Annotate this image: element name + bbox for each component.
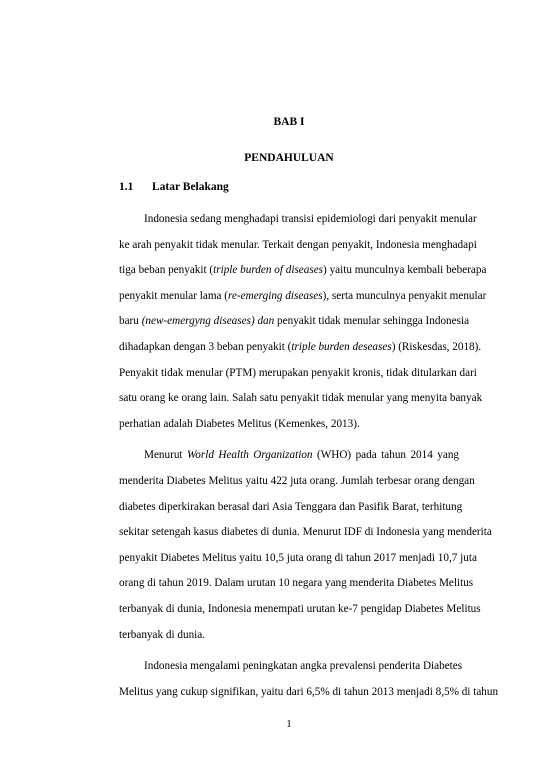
text-line: tiga beban penyakit (triple burden of diseases) yaitu munculnya kembali beberapa: [119, 264, 487, 277]
italic-term: triple burden deseases: [291, 340, 392, 353]
text-line: baru (new-emergyng diseases) dan penyakit tidak menular sehingga Indonesia: [119, 315, 470, 328]
text-line: orang di tahun 2019. Dalam urutan 10 negara yang menderita Diabetes Melitus: [119, 577, 474, 590]
text-line: penyakit Diabetes Melitus yaitu 10,5 juta orang di tahun 2017 menjadi 10,7 juta: [119, 551, 477, 564]
text-line: perhatian adalah Diabetes Melitus (Kemenkes, 2013).: [119, 417, 360, 430]
text-line: Indonesia sedang menghadapi transisi epidemiologi dari penyakit menular: [144, 213, 477, 225]
text-line: Menurut World Health Organization (WHO) pada tahun 2014 yang: [144, 449, 460, 462]
italic-term: re-emerging diseases: [228, 289, 323, 302]
page-number: 1: [286, 718, 292, 730]
text-line: dihadapkan dengan 3 beban penyakit (triple burden deseases) (Riskesdas, 2018).: [119, 340, 482, 353]
text-line: diabetes diperkirakan berasal dari Asia Tenggara dan Pasifik Barat, terhitung: [119, 500, 463, 513]
section-title: Latar Belakang: [152, 181, 229, 193]
text-line: Indonesia mengalami peningkatan angka prevalensi penderita Diabetes: [144, 660, 463, 673]
text-line: Melitus yang cukup signifikan, yaitu dari 6,5% di tahun 2013 menjadi 8,5% di tahun: [119, 685, 499, 698]
text-line: sekitar setengah kasus diabetes di dunia. Menurut IDF di Indonesia yang menderita: [119, 526, 492, 539]
text-line: ke arah penyakit tidak menular. Terkait dengan penyakit, Indonesia menghadapi: [119, 238, 477, 251]
paragraph-3: [119, 654, 499, 705]
text-line: terbanyak di dunia.: [119, 628, 206, 641]
text-line: Penyakit tidak menular (PTM) merupakan penyakit kronis, tidak ditularkan dari: [119, 366, 477, 379]
italic-term: (new-emergyng diseases) dan: [141, 315, 275, 328]
chapter-title: PENDAHULUAN: [244, 152, 334, 164]
section-number: 1.1: [119, 181, 134, 193]
section-heading: [119, 182, 229, 194]
text-line: penyakit menular lama (re-emerging diseases), serta munculnya penyakit menular: [119, 289, 487, 302]
italic-term: triple burden of diseases: [213, 264, 324, 277]
chapter-number: BAB I: [273, 116, 305, 128]
text-line: terbanyak di dunia, Indonesia menempati urutan ke-7 pengidap Diabetes Melitus: [119, 602, 481, 615]
italic-term: World Health Organization: [186, 449, 313, 462]
paragraph-2: [119, 443, 492, 648]
text-line: menderita Diabetes Melitus yaitu 422 juta orang. Jumlah terbesar orang dengan: [119, 474, 475, 487]
text-line: satu orang ke orang lain. Salah satu penyakit tidak menular yang menyita banyak: [119, 392, 483, 405]
paragraph-1: [119, 207, 487, 437]
body-text: [119, 207, 499, 705]
